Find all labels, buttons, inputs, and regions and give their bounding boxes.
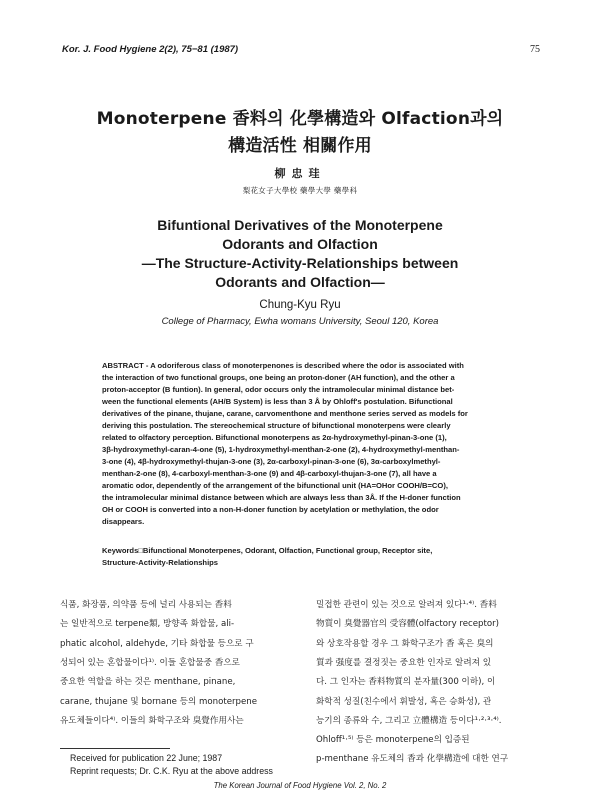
korean-author: 柳忠珪: [274, 167, 326, 180]
body-line: 성되어 있는 혼합물이다¹⁾. 이들 혼합물중 香으로: [60, 657, 240, 668]
abstract-line: 3-one (4), 4β-hydroxymethyl-thujan-3-one (3), 2α-carboxyl-pinan-3-one (6), 3α-carboxylmethyl-: [102, 457, 441, 466]
abstract-line: aromatic odor, dependently of the arrangement of the bifunctional unit (HA=OHor COOH/B=CO),: [102, 481, 448, 490]
keywords-line: Keywords□Bifunctional Monoterpenes, Odorant, Olfaction, Functional group, Receptor site,: [102, 546, 433, 555]
body-line: 밀접한 관련이 있는 것으로 알려져 있다¹·⁴⁾. 香料: [316, 600, 497, 610]
body-line: p-menthane 유도체의 香과 化學構造에 대한 연구: [316, 754, 509, 765]
abstract-line: the intramolecular minimal distance between which are always less than 3Å. If the H-doner function: [102, 493, 461, 502]
english-title-line-3: —The Structure-Activity-Relationships between: [141, 255, 459, 271]
page-number: 75: [530, 44, 540, 55]
korean-title-line-1: Monoterpene 香料의 化學構造와 Olfaction과의: [96, 109, 504, 129]
body-line: 와 상호작용할 경우 그 화학구조가 香 혹은 臭의: [316, 638, 494, 649]
abstract-line: related to olfactory perception. Bifunctional monoterpens as 2α-hydroxymethyl-pinan-3-one (1),: [102, 433, 447, 442]
abstract-line: ABSTRACT - A odoriferous class of monoterpenones is described where the odor is associated with: [102, 361, 464, 370]
body-column-right: [316, 596, 550, 796]
abstract-line: derivatives of the pinane, thujane, carane, carvomenthone and menthone series served as models for: [102, 409, 468, 418]
english-author: Chung-Kyu Ryu: [259, 299, 341, 311]
body-line: 식품, 화장품, 의약품 등에 널리 사용되는 香料: [60, 600, 232, 610]
body-line: phatic alcohol, aldehyde, 기타 화합물 등으로 구: [60, 638, 254, 649]
abstract-line: the interaction of two functional groups, one being an proton-doner (AH function), and the other a: [102, 373, 455, 382]
footnote-reprint: Reprint requests; Dr. C.K. Ryu at the above address: [70, 766, 273, 776]
abstract-line: ween the functional elements (AH/B System) is less than 3 Å by Ohloff's postulation. Bifunctional: [102, 397, 453, 406]
abstract-line: proton-acceptor (B funtion). In general, odor occurs only the intramolecular minimal distance bet-: [102, 385, 455, 394]
footnote-divider: [60, 748, 170, 749]
body-line: 유도체들이다⁴⁾. 이들의 화학구조와 臭覺作用사는: [60, 715, 244, 726]
english-affiliation: College of Pharmacy, Ewha womans University, Seoul 120, Korea: [161, 316, 439, 327]
abstract-line: OH or COOH is converted into a non-H-doner function by acetylation or methylation, the odor: [102, 505, 439, 514]
abstract-line: 3β-hydroxymethyl-caran-4-one (5), 1-hydroxymethyl-menthan-2-one (2), 4-hydroxymethyl-menthan-: [102, 445, 460, 454]
body-column-left: [60, 596, 306, 736]
footnote-received: Received for publication 22 June; 1987: [70, 753, 223, 763]
body-line: 능기의 종류와 수, 그리고 立體構造 등이다¹·²·³·⁴⁾.: [316, 715, 502, 726]
abstract-line: menthan-2-one (8), 4-carboxyl-menthan-3-one (9) and 4β-carboxyl-thujan-3-one (7), all have a: [102, 469, 437, 478]
body-line: 화학적 성질(친수에서 휘발성, 혹은 승화성), 관: [316, 696, 492, 707]
korean-title-line-2: 構造活性 相關作用: [228, 136, 372, 156]
body-line: 物質이 臭覺器官의 受容體(olfactory receptor): [316, 619, 500, 630]
english-title-line-4: Odorants and Olfaction—: [215, 274, 385, 290]
body-line: Ohloff¹·⁵⁾ 등은 monoterpene의 입증된: [316, 735, 470, 746]
body-line: carane, thujane 및 bornane 등의 monoterpene: [60, 696, 258, 707]
body-line: 중요한 역할을 하는 것은 menthane, pinane,: [60, 677, 236, 688]
journal-reference: Kor. J. Food Hygiene 2(2), 75−81 (1987): [62, 44, 239, 55]
body-line: 는 일반적으로 terpene類, 방향족 화합물, ali-: [60, 619, 235, 630]
english-title-line-1: Bifuntional Derivatives of the Monoterpene: [157, 217, 443, 233]
body-line: 다. 그 인자는 香料物質의 분자量(300 이하), 이: [316, 677, 496, 688]
korean-affiliation: 梨花女子大學校 藥學大學 藥學科: [242, 186, 358, 195]
body-line: 質과 强度를 결정짓는 중요한 인자로 알려져 있: [316, 657, 491, 668]
keywords-line: Structure-Activity-Relationships: [102, 558, 219, 567]
english-title-line-2: Odorants and Olfaction: [222, 236, 378, 252]
abstract-line: deriving this postulation. The stereochemical structure of bifunctional monoterpens were clearly: [102, 421, 451, 430]
journal-footer: The Korean Journal of Food Hygiene Vol. 2, No. 2: [213, 781, 387, 790]
abstract-line: disappears.: [102, 517, 145, 526]
